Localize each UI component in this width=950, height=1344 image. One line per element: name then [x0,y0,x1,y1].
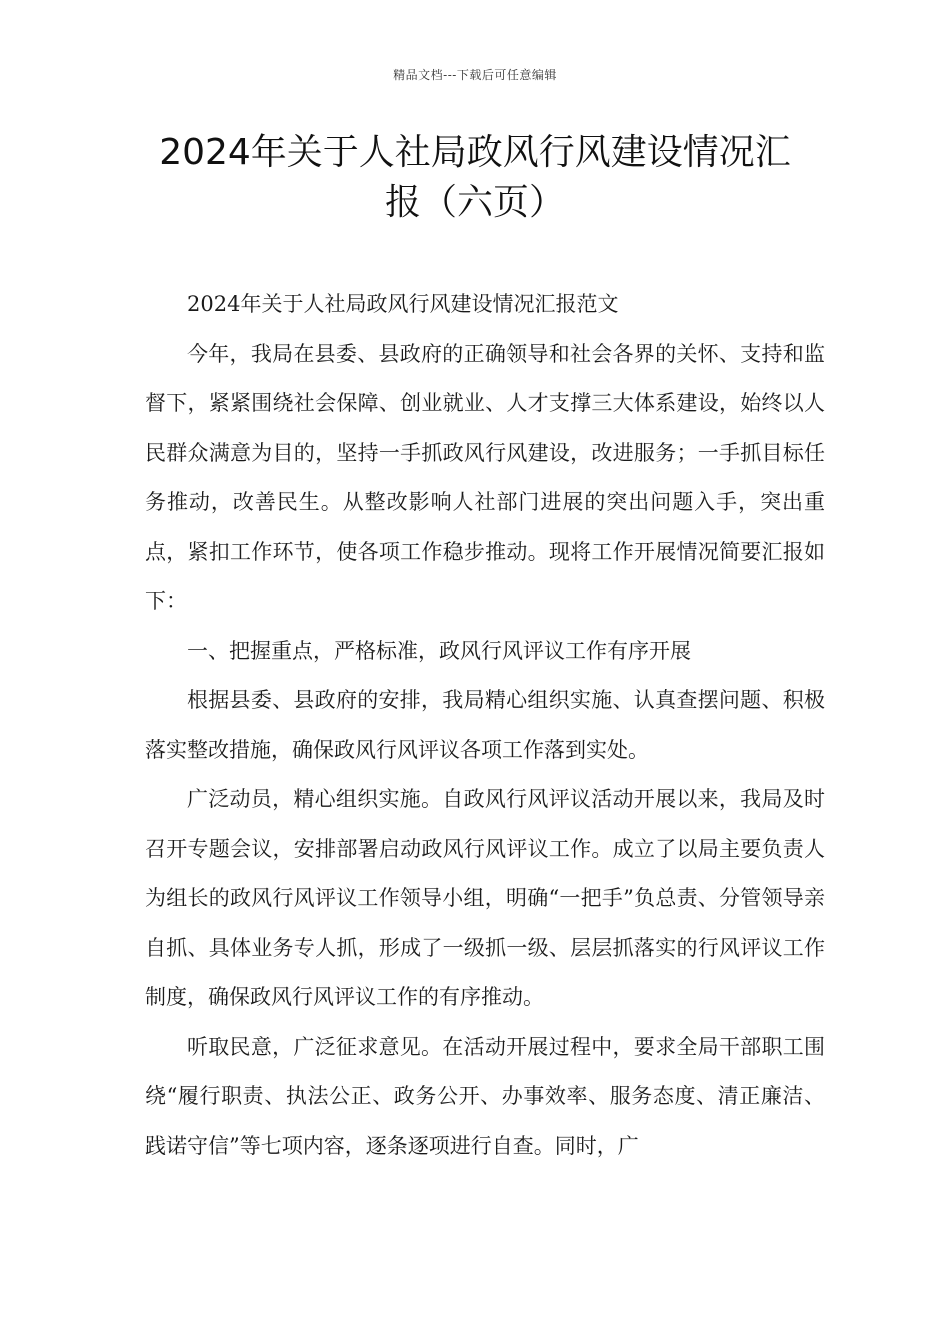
header-note: 精品文档---下载后可任意编辑 [393,68,557,82]
section-heading: 一、把握重点，严格标准，政风行风评议工作有序开展 [187,638,691,663]
body-paragraph: 根据县委、县政府的安排，我局精心组织实施、认真查摆问题、积极落实整改措施，确保政风行风评议各项工作落到实处。 [145,688,825,762]
title-line-2: 报（六页） [384,182,565,223]
title-line-1: 2024年关于人社局政风行风建设情况汇 [159,132,791,173]
body-paragraph: 今年，我局在县委、县政府的正确领导和社会各界的关怀、支持和监督下，紧紧围绕社会保障、创业就业、人才支撑三大体系建设，始终以人民群众满意为目的，坚持一手抓政风行风建设，改进服务；一手抓目标任务推动，改善民生。从整改影响人社部门进展的突出问题入手，突出重点，紧扣工作环节，使各项工作稳步推动。现将工作开展情况简要汇报如下： [145,341,825,613]
body-paragraph: 广泛动员，精心组织实施。自政风行风评议活动开展以来，我局及时召开专题会议，安排部署启动政风行风评议工作。成立了以局主要负责人为组长的政风行风评议工作领导小组，明确“一把手”负总责、分管领导亲自抓、具体业务专人抓，形成了一级抓一级、层层抓落实的行风评议工作制度，确保政风行风评议工作的有序推动。 [145,787,825,1009]
body-paragraph: 听取民意，广泛征求意见。在活动开展过程中，要求全局干部职工围绕“履行职责、执法公正、政务公开、办事效率、服务态度、清正廉洁、践诺守信”等七项内容，逐条逐项进行自查。同时，广 [145,1034,825,1158]
subtitle-paragraph: 2024年关于人社局政风行风建设情况汇报范文 [187,292,619,316]
document-title [120,128,830,228]
document-body [145,280,825,1171]
